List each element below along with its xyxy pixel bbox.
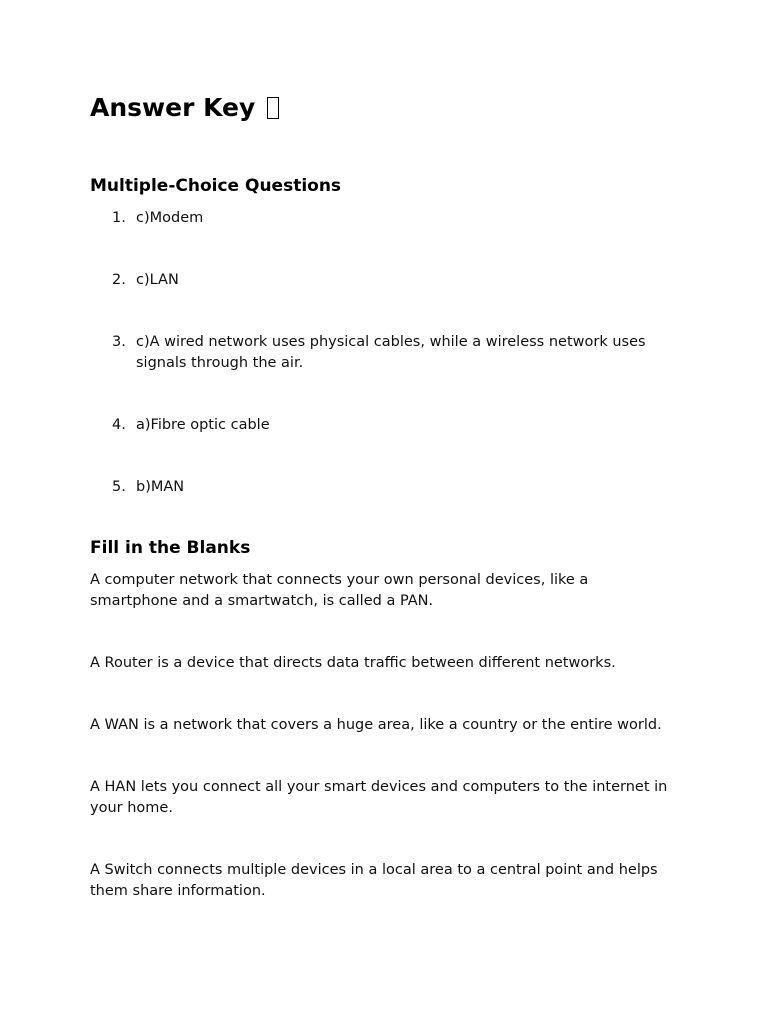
- missing-glyph-icon: [267, 97, 279, 119]
- fill-blanks-section-heading: Fill in the Blanks: [90, 538, 251, 558]
- fill-blanks-answer: A Router is a device that directs data traffic between different networks.: [90, 655, 616, 671]
- mcq-answer-number: 5.: [112, 479, 126, 495]
- fill-blanks-answer: A HAN lets you connect all your smart devices and computers to the internet in your home.: [90, 779, 668, 816]
- mcq-answer-item: [90, 208, 678, 229]
- page-title-text: Answer Key: [90, 93, 256, 122]
- mcq-answer-number: 4.: [112, 417, 126, 433]
- fill-blanks-answer: A WAN is a network that covers a huge area, like a country or the entire world.: [90, 717, 662, 733]
- fill-blanks-answer: A computer network that connects your own personal devices, like a smartphone and a smartwatch, is called a PAN.: [90, 572, 589, 609]
- mcq-answer-item: [90, 415, 678, 436]
- mcq-answer-item: [90, 332, 678, 374]
- mcq-section-heading: Multiple-Choice Questions: [90, 176, 342, 196]
- mcq-answer-item: [90, 477, 678, 498]
- mcq-answer-number: 2.: [112, 272, 126, 288]
- mcq-answer-number: 1.: [112, 210, 126, 226]
- page-title: [90, 92, 678, 124]
- mcq-answer-text: c)LAN: [136, 272, 179, 288]
- fill-blanks-answer: A Switch connects multiple devices in a local area to a central point and helps them share information.: [90, 862, 658, 899]
- mcq-answer-text: a)Fibre optic cable: [136, 417, 270, 433]
- mcq-answer-text: c)Modem: [136, 210, 204, 226]
- mcq-answer-number: 3.: [112, 334, 126, 350]
- mcq-answer-list: [90, 208, 678, 498]
- mcq-answer-item: [90, 270, 678, 291]
- mcq-answer-text: c)A wired network uses physical cables, while a wireless network uses signals through the air.: [136, 334, 646, 371]
- fill-blanks-answer-list: [90, 570, 678, 902]
- mcq-answer-text: b)MAN: [136, 479, 185, 495]
